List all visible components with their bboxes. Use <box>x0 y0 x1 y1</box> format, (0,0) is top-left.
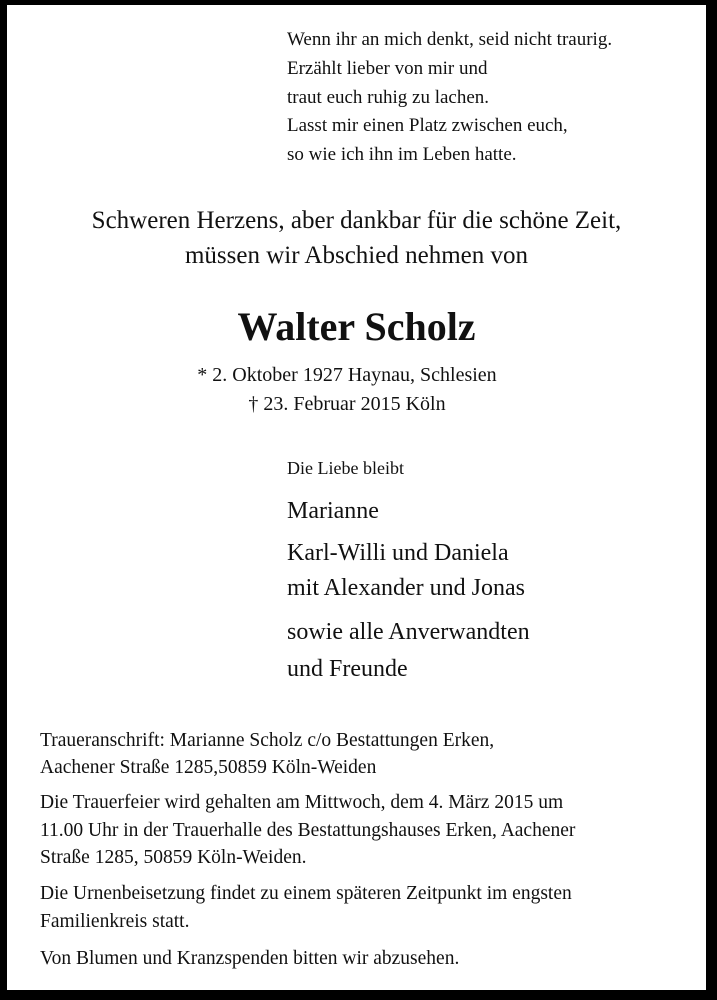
info-line: Straße 1285, 50859 Köln-Weiden. <box>40 847 307 868</box>
family-line: sowie alle Anverwandten <box>287 619 530 645</box>
info-line: 11.00 Uhr in der Trauerhalle des Bestattungshauses Erken, Aachener <box>40 820 576 841</box>
info-line: Traueranschrift: Marianne Scholz c/o Bestattungen Erken, <box>40 730 495 751</box>
info-line: Die Trauerfeier wird gehalten am Mittwoch, dem 4. März 2015 um <box>40 792 564 813</box>
family-line: Marianne <box>287 498 379 524</box>
info-line: Aachener Straße 1285,50859 Köln-Weiden <box>40 757 377 778</box>
poem-line: Lasst mir einen Platz zwischen euch, <box>287 115 568 136</box>
poem-line: so wie ich ihn im Leben hatte. <box>287 144 517 165</box>
obituary-notice <box>7 5 706 990</box>
heading-line: Schweren Herzens, aber dankbar für die schöne Zeit, <box>91 207 622 234</box>
poem-line: Erzählt lieber von mir und <box>287 58 488 79</box>
poem-line: traut euch ruhig zu lachen. <box>287 87 490 108</box>
poem-line: Wenn ihr an mich denkt, seid nicht traurig. <box>287 29 613 50</box>
info-line: Von Blumen und Kranzspenden bitten wir abzusehen. <box>40 948 460 969</box>
love-line: Die Liebe bleibt <box>287 458 404 478</box>
family-line: Karl-Willi und Daniela <box>287 540 509 566</box>
family-line: und Freunde <box>287 656 408 682</box>
info-line: Die Urnenbeisetzung findet zu einem späteren Zeitpunkt im engsten <box>40 883 572 904</box>
birth-date: * 2. Oktober 1927 Haynau, Schlesien <box>197 364 497 386</box>
heading-line: müssen wir Abschied nehmen von <box>184 242 528 269</box>
deceased-name: Walter Scholz <box>237 304 476 349</box>
death-date: † 23. Februar 2015 Köln <box>248 393 446 415</box>
info-line: Familienkreis statt. <box>40 911 190 932</box>
family-line: mit Alexander und Jonas <box>287 575 525 601</box>
